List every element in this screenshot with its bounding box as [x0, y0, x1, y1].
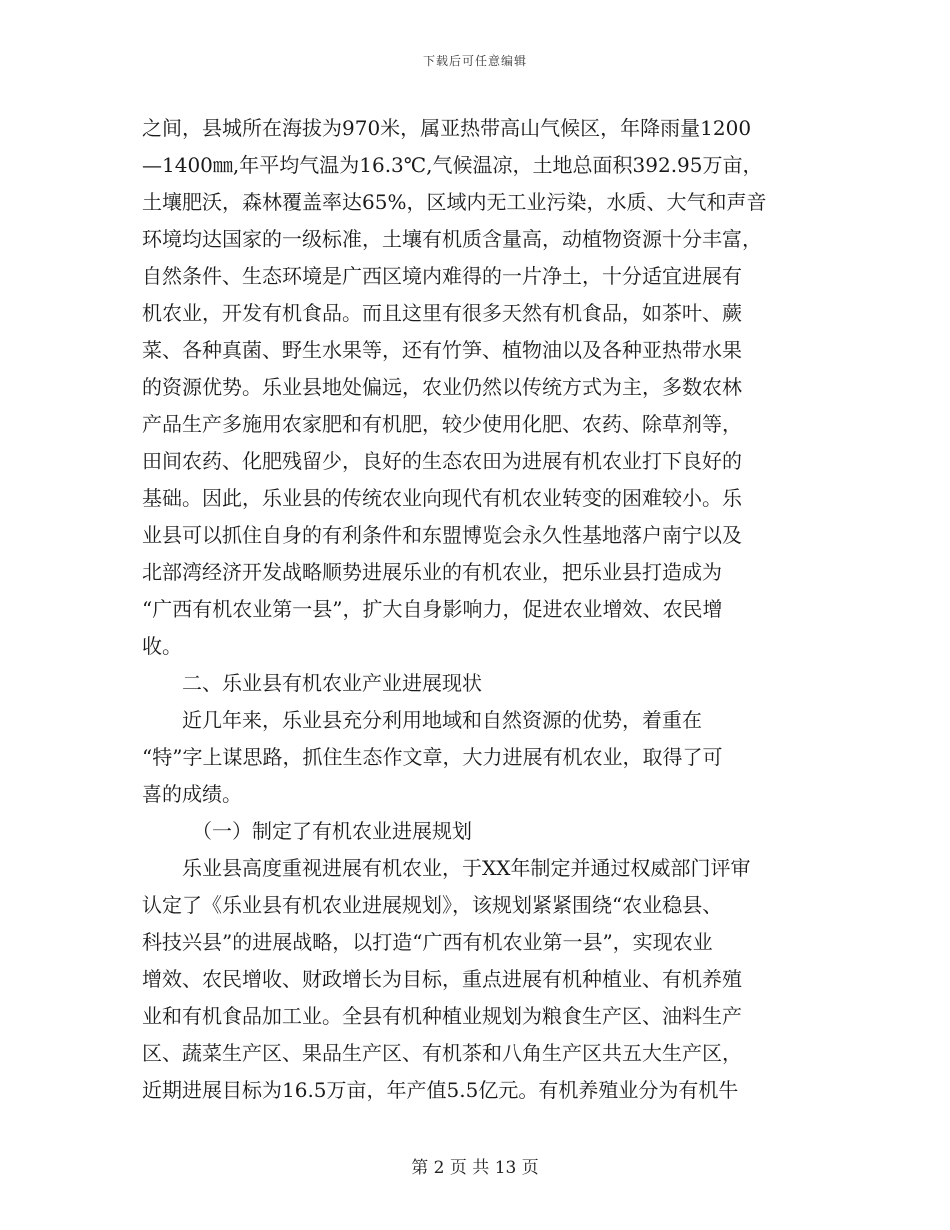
- text-line: 田间农药、化肥残留少，良好的生态农田为进展有机农业打下良好的: [142, 449, 742, 473]
- text-line: 北部湾经济开发战略顺势进展乐业的有机农业，把乐业县打造成为: [142, 560, 722, 584]
- text-line: 区、蔬菜生产区、果品生产区、有机茶和八角生产区共五大生产区，: [142, 1041, 742, 1065]
- text-line: 之间，县城所在海拔为970米，属亚热带高山气候区，年降雨量1200: [142, 116, 752, 140]
- text-line: 业和有机食品加工业。全县有机种植业规划为粮食生产区、油料生产: [142, 1004, 742, 1028]
- text-line: 菜、各种真菌、野生水果等，还有竹笋、植物油以及各种亚热带水果: [142, 338, 742, 362]
- text-line: 喜的成绩。: [142, 782, 242, 806]
- text-line: 收。: [142, 634, 182, 658]
- text-line: 基础。因此，乐业县的传统农业向现代有机农业转变的困难较小。乐: [142, 486, 742, 510]
- text-line: 近期进展目标为16.5万亩，年产值5.5亿元。有机养殖业分为有机牛: [142, 1078, 739, 1102]
- text-line: —1400㎜,年平均气温为16.3℃,气候温凉，土地总面积392.95万亩，: [142, 153, 763, 177]
- text-line: “特”字上谋思路，抓住生态作文章，大力进展有机农业，取得了可: [142, 745, 723, 769]
- text-line: 乐业县高度重视进展有机农业，于XX年制定并通过权威部门评审: [142, 856, 751, 880]
- text-line: “广西有机农业第一县”，扩大自身影响力，促进农业增效、农民增: [142, 597, 723, 621]
- text-line: 认定了《乐业县有机农业进展规划》，该规划紧紧围绕“农业稳县、: [142, 893, 723, 917]
- page-number: 第 2 页 共 13 页: [411, 1158, 539, 1178]
- text-line: 增效、农民增收、财政增长为目标，重点进展有机种植业、有机养殖: [142, 967, 742, 991]
- section-heading: 二、乐业县有机农业产业进展现状: [142, 671, 482, 695]
- text-line: 机农业，开发有机食品。而且这里有很多天然有机食品，如茶叶、蕨: [142, 301, 742, 325]
- page-header: 下载后可任意编辑: [422, 54, 527, 68]
- text-line: 近几年来，乐业县充分利用地域和自然资源的优势，着重在: [142, 708, 702, 732]
- text-line: 的资源优势。乐业县地处偏远，农业仍然以传统方式为主，多数农林: [142, 375, 742, 399]
- text-line: 自然条件、生态环境是广西区境内难得的一片净土，十分适宜进展有: [142, 264, 742, 288]
- text-line: 产品生产多施用农家肥和有机肥，较少使用化肥、农药、除草剂等，: [142, 412, 742, 436]
- text-line: 土壤肥沃，森林覆盖率达65%，区域内无工业污染，水质、大气和声音: [142, 190, 767, 214]
- subsection-heading: （一）制定了有机农业进展规划: [142, 819, 472, 843]
- text-line: 科技兴县”的进展战略，以打造“广西有机农业第一县”，实现农业: [142, 930, 713, 954]
- text-line: 业县可以抓住自身的有利条件和东盟博览会永久性基地落户南宁以及: [142, 523, 742, 547]
- text-line: 环境均达国家的一级标准，土壤有机质含量高，动植物资源十分丰富，: [142, 227, 762, 251]
- document-body: [142, 110, 807, 1109]
